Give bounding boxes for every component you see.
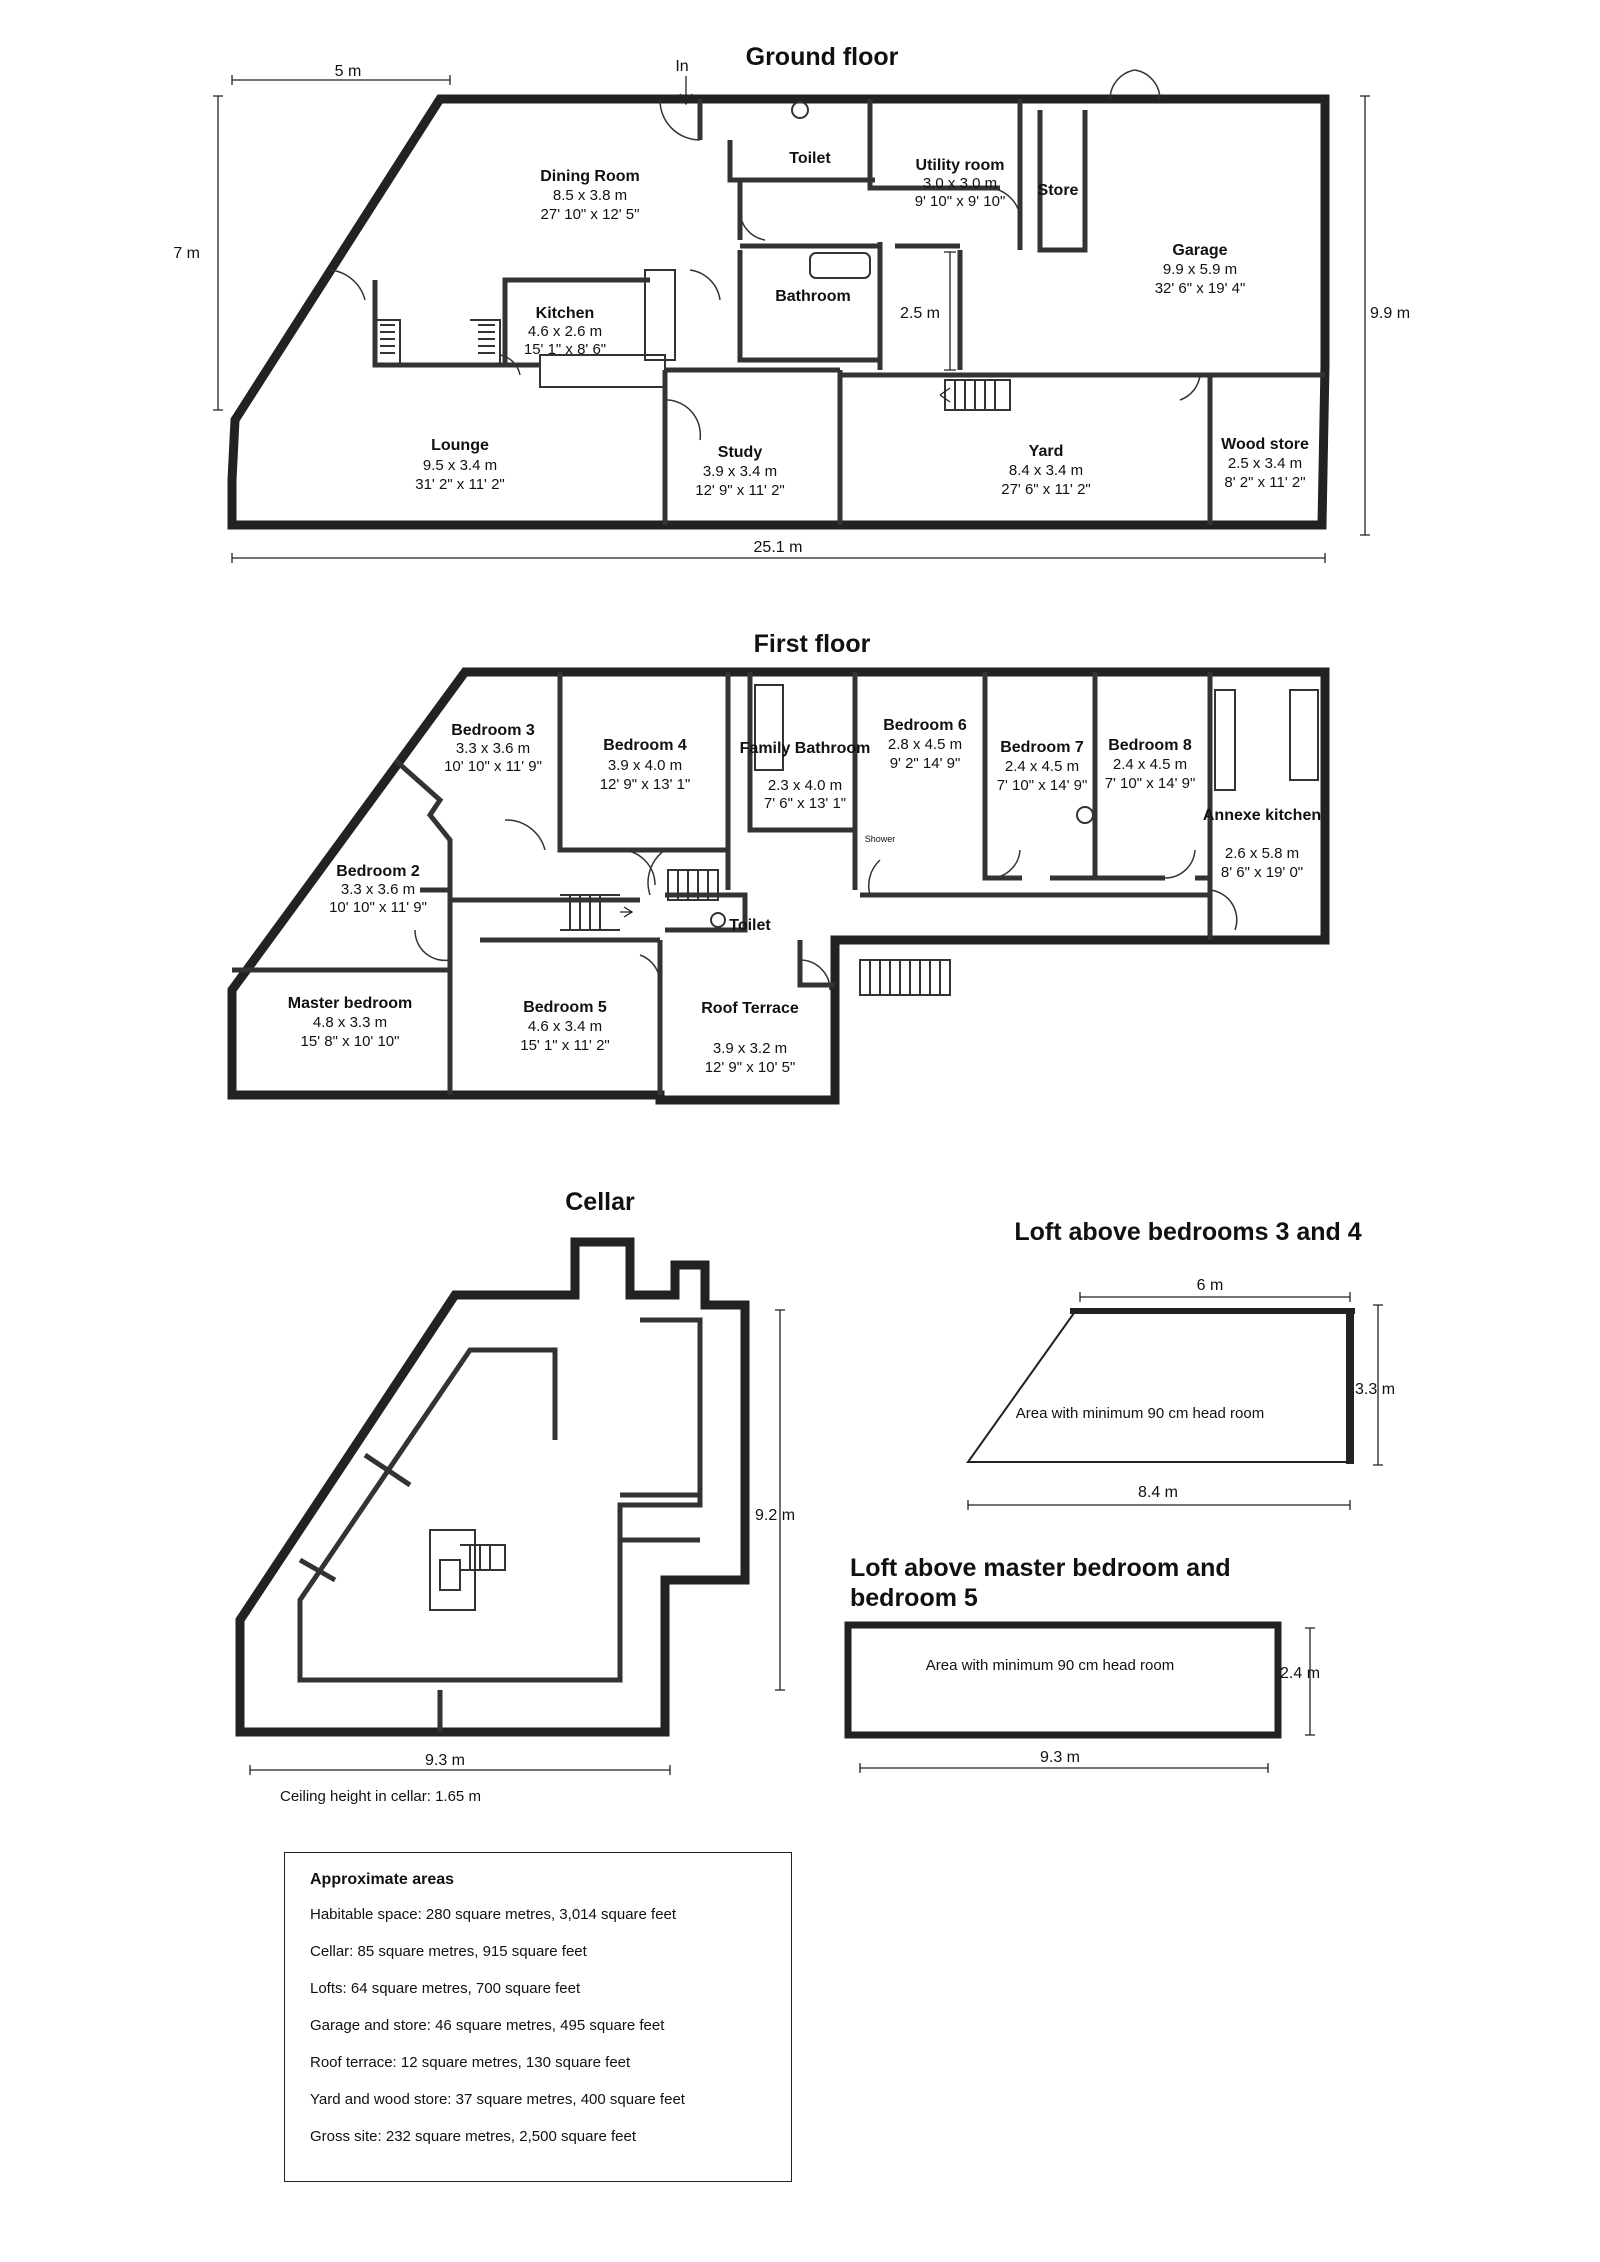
svg-text:2.3 x 4.0 m: 2.3 x 4.0 m	[767, 777, 843, 794]
cellar-stairs	[430, 1530, 505, 1610]
room-roof-terrace	[701, 1000, 799, 1076]
room-bedroom-6	[883, 717, 967, 772]
cellar-dim-height-line	[775, 1310, 785, 1690]
cellar-dim-width: 9.3 m	[424, 1752, 466, 1769]
room-lounge	[415, 437, 505, 493]
loft-3-4-dim-top: 6 m	[1196, 1277, 1224, 1294]
loft-master-dim-right: 2.4 m	[1280, 1665, 1321, 1682]
svg-text:Lounge: Lounge	[431, 437, 489, 454]
svg-text:Master bedroom: Master bedroom	[287, 995, 413, 1012]
room-bathroom	[775, 288, 851, 305]
svg-text:3.9 x 3.2 m: 3.9 x 3.2 m	[712, 1040, 788, 1057]
svg-text:7' 10" x 14' 9": 7' 10" x 14' 9"	[1104, 775, 1196, 792]
areas-line-lofts: Lofts: 64 square metres, 700 square feet	[310, 1980, 581, 1997]
svg-text:10' 10" x 11' 9": 10' 10" x 11' 9"	[444, 758, 542, 775]
svg-text:Wood store: Wood store	[1221, 436, 1309, 453]
svg-text:3.0 x 3.0 m: 3.0 x 3.0 m	[922, 175, 998, 192]
svg-text:3.9 x 3.4 m: 3.9 x 3.4 m	[702, 463, 778, 480]
loft-master-outline	[848, 1625, 1278, 1735]
svg-text:8' 6" x 19' 0": 8' 6" x 19' 0"	[1220, 864, 1304, 881]
svg-text:9.5 x 3.4 m: 9.5 x 3.4 m	[422, 457, 498, 474]
room-bedroom-4	[600, 737, 691, 793]
entrance-label: In	[675, 58, 689, 75]
room-bedroom-7	[997, 739, 1088, 794]
dim-top: 5 m	[334, 63, 362, 80]
svg-text:31' 2" x 11' 2": 31' 2" x 11' 2"	[415, 476, 505, 493]
loft-3-4-outline	[968, 1313, 1350, 1462]
svg-text:15' 1" x 8' 6": 15' 1" x 8' 6"	[523, 341, 607, 358]
toilet-icon	[711, 913, 725, 927]
areas-heading: Approximate areas	[310, 1871, 455, 1888]
room-master-bedroom	[288, 995, 412, 1050]
svg-text:2.6 x 5.8 m: 2.6 x 5.8 m	[1224, 845, 1300, 862]
svg-text:8.5 x 3.8 m: 8.5 x 3.8 m	[552, 187, 628, 204]
cellar-ceiling-note: Ceiling height in cellar: 1.65 m	[280, 1788, 481, 1805]
loft-3-4-dim-bottom: 8.4 m	[1137, 1484, 1179, 1501]
cellar-plan	[240, 1188, 795, 1805]
areas-line-gross-site: Gross site: 232 square metres, 2,500 square feet	[310, 2128, 637, 2145]
svg-text:7' 10" x 14' 9": 7' 10" x 14' 9"	[996, 777, 1088, 794]
cellar-inner-wall	[300, 1320, 700, 1680]
areas-line-roof-terrace: Roof terrace: 12 square metres, 130 square feet	[310, 2054, 631, 2071]
svg-text:Kitchen: Kitchen	[535, 305, 595, 322]
dim-bottom: 25.1 m	[753, 539, 803, 556]
svg-text:3.3 x 3.6 m: 3.3 x 3.6 m	[340, 881, 416, 898]
first-doors	[415, 820, 1237, 990]
room-bedroom-5	[520, 999, 610, 1054]
ground-floor-title: Ground floor	[745, 43, 899, 71]
svg-text:Store: Store	[1037, 182, 1079, 199]
room-annexe-kitchen	[1203, 807, 1321, 881]
svg-text:Bedroom 8: Bedroom 8	[1108, 737, 1192, 754]
loft-3-4-dim-bottom-line	[968, 1500, 1350, 1510]
annexe-unit	[1215, 690, 1235, 790]
svg-text:Bedroom 6: Bedroom 6	[883, 717, 967, 734]
svg-text:12' 9" x 13' 1": 12' 9" x 13' 1"	[599, 776, 691, 793]
svg-text:32' 6" x 19' 4": 32' 6" x 19' 4"	[1154, 280, 1246, 297]
svg-text:Bedroom 4: Bedroom 4	[603, 737, 687, 754]
svg-text:4.8 x 3.3 m: 4.8 x 3.3 m	[312, 1014, 388, 1031]
room-bedroom-3	[444, 722, 542, 775]
svg-text:Bedroom 7: Bedroom 7	[1000, 739, 1084, 756]
dim-right: 9.9 m	[1370, 305, 1411, 322]
ground-outer-wall	[232, 99, 1325, 525]
bath-tub-icon	[810, 253, 870, 278]
svg-text:Bedroom 3: Bedroom 3	[451, 722, 535, 739]
room-bedroom-2	[329, 863, 427, 916]
areas-line-garage: Garage and store: 46 square metres, 495 square feet	[310, 2017, 665, 2034]
room-utility-room	[915, 157, 1006, 210]
loft-master-note: Area with minimum 90 cm head room	[925, 1657, 1175, 1674]
cellar-outer-wall	[240, 1242, 745, 1732]
loft-3-4-note: Area with minimum 90 cm head room	[1015, 1405, 1265, 1422]
loft-master-dim-bottom: 9.3 m	[1039, 1749, 1081, 1766]
room-toilet	[789, 150, 831, 167]
svg-text:3.3 x 3.6 m: 3.3 x 3.6 m	[455, 740, 531, 757]
cellar-dim-height: 9.2 m	[755, 1507, 796, 1524]
room-kitchen	[524, 305, 606, 358]
svg-text:Bedroom 2: Bedroom 2	[336, 863, 420, 880]
areas-line-habitable: Habitable space: 280 square metres, 3,014 square feet	[310, 1906, 677, 1923]
svg-text:Annexe kitchen: Annexe kitchen	[1202, 807, 1322, 824]
svg-text:Bedroom 5: Bedroom 5	[523, 999, 607, 1016]
svg-text:12' 9" x 10' 5": 12' 9" x 10' 5"	[704, 1059, 796, 1076]
room-dining-room	[540, 168, 640, 223]
svg-text:2.8 x 4.5 m: 2.8 x 4.5 m	[887, 736, 963, 753]
svg-text:8.4 x 3.4 m: 8.4 x 3.4 m	[1008, 462, 1084, 479]
loft-3-4-dim-right: 3.3 m	[1355, 1381, 1396, 1398]
cellar-title: Cellar	[565, 1188, 635, 1216]
svg-text:7' 6" x 13' 1": 7' 6" x 13' 1"	[763, 795, 847, 812]
svg-text:3.9 x 4.0 m: 3.9 x 4.0 m	[607, 757, 683, 774]
approximate-areas-box	[284, 1852, 792, 2182]
kitchen-unit	[645, 270, 675, 360]
ground-doors	[330, 99, 1200, 440]
toilet-icon	[792, 102, 808, 118]
loft-master-bedroom-5	[848, 1554, 1320, 1773]
bath-tub-icon	[755, 685, 783, 770]
svg-text:2.4 x 4.5 m: 2.4 x 4.5 m	[1112, 756, 1188, 773]
room-store	[1038, 182, 1079, 199]
room-garage	[1155, 242, 1246, 297]
svg-text:Utility room: Utility room	[915, 157, 1005, 174]
dim-passage: 2.5 m	[899, 305, 941, 322]
loft-bedrooms-3-4	[968, 1218, 1395, 1510]
svg-text:Dining Room: Dining Room	[540, 168, 640, 185]
first-floor-plan	[232, 630, 1325, 1100]
cellar-partitions	[300, 1455, 700, 1732]
svg-text:15' 8" x 10' 10": 15' 8" x 10' 10"	[300, 1033, 400, 1050]
svg-text:27' 6" x 11' 2": 27' 6" x 11' 2"	[1001, 481, 1091, 498]
svg-text:Roof Terrace: Roof Terrace	[701, 1000, 799, 1017]
svg-text:10' 10" x 11' 9": 10' 10" x 11' 9"	[329, 899, 427, 916]
svg-text:9.9 x 5.9 m: 9.9 x 5.9 m	[1162, 261, 1238, 278]
svg-text:27' 10" x 12' 5": 27' 10" x 12' 5"	[540, 206, 640, 223]
ground-floor-plan	[173, 43, 1410, 563]
first-floor-title: First floor	[753, 630, 871, 658]
svg-text:4.6 x 3.4 m: 4.6 x 3.4 m	[527, 1018, 603, 1035]
loft-master-title-line1: Loft above master bedroom and	[850, 1554, 1231, 1582]
loft-master-title-line2: bedroom 5	[850, 1584, 978, 1612]
room-bedroom-8	[1105, 737, 1196, 792]
room-yard	[1001, 443, 1091, 498]
shower-label: Shower	[864, 834, 896, 844]
svg-text:9' 2" 14' 9": 9' 2" 14' 9"	[889, 755, 961, 772]
svg-text:Family Bathroom: Family Bathroom	[739, 740, 871, 757]
loft-3-4-title: Loft above bedrooms 3 and 4	[1014, 1218, 1362, 1246]
svg-text:9' 10" x 9' 10": 9' 10" x 9' 10"	[914, 193, 1006, 210]
svg-text:4.6 x 2.6 m: 4.6 x 2.6 m	[527, 323, 603, 340]
svg-text:8' 2" x 11' 2": 8' 2" x 11' 2"	[1224, 474, 1306, 491]
dim-left: 7 m	[173, 245, 200, 262]
svg-text:Study: Study	[717, 444, 763, 461]
room-wood-store	[1221, 436, 1309, 491]
svg-text:Toilet: Toilet	[729, 917, 771, 934]
areas-line-cellar: Cellar: 85 square metres, 915 square feet	[310, 1943, 587, 1960]
room-study	[695, 444, 785, 499]
room-first-toilet	[729, 917, 771, 934]
svg-text:2.5 x 3.4 m: 2.5 x 3.4 m	[1227, 455, 1303, 472]
svg-text:12' 9" x 11' 2": 12' 9" x 11' 2"	[695, 482, 785, 499]
svg-text:Toilet: Toilet	[789, 150, 831, 167]
svg-text:2.4 x 4.5 m: 2.4 x 4.5 m	[1004, 758, 1080, 775]
fixture-icon	[1077, 807, 1093, 823]
annexe-counter	[1290, 690, 1318, 780]
areas-line-yard: Yard and wood store: 37 square metres, 400 square feet	[310, 2091, 685, 2108]
room-family-bathroom	[740, 740, 871, 812]
ground-interior-walls	[375, 99, 1325, 525]
svg-text:Bathroom: Bathroom	[775, 288, 851, 305]
svg-text:15' 1" x 11' 2": 15' 1" x 11' 2"	[520, 1037, 610, 1054]
svg-text:Yard: Yard	[1028, 443, 1064, 460]
svg-text:Garage: Garage	[1172, 242, 1228, 259]
